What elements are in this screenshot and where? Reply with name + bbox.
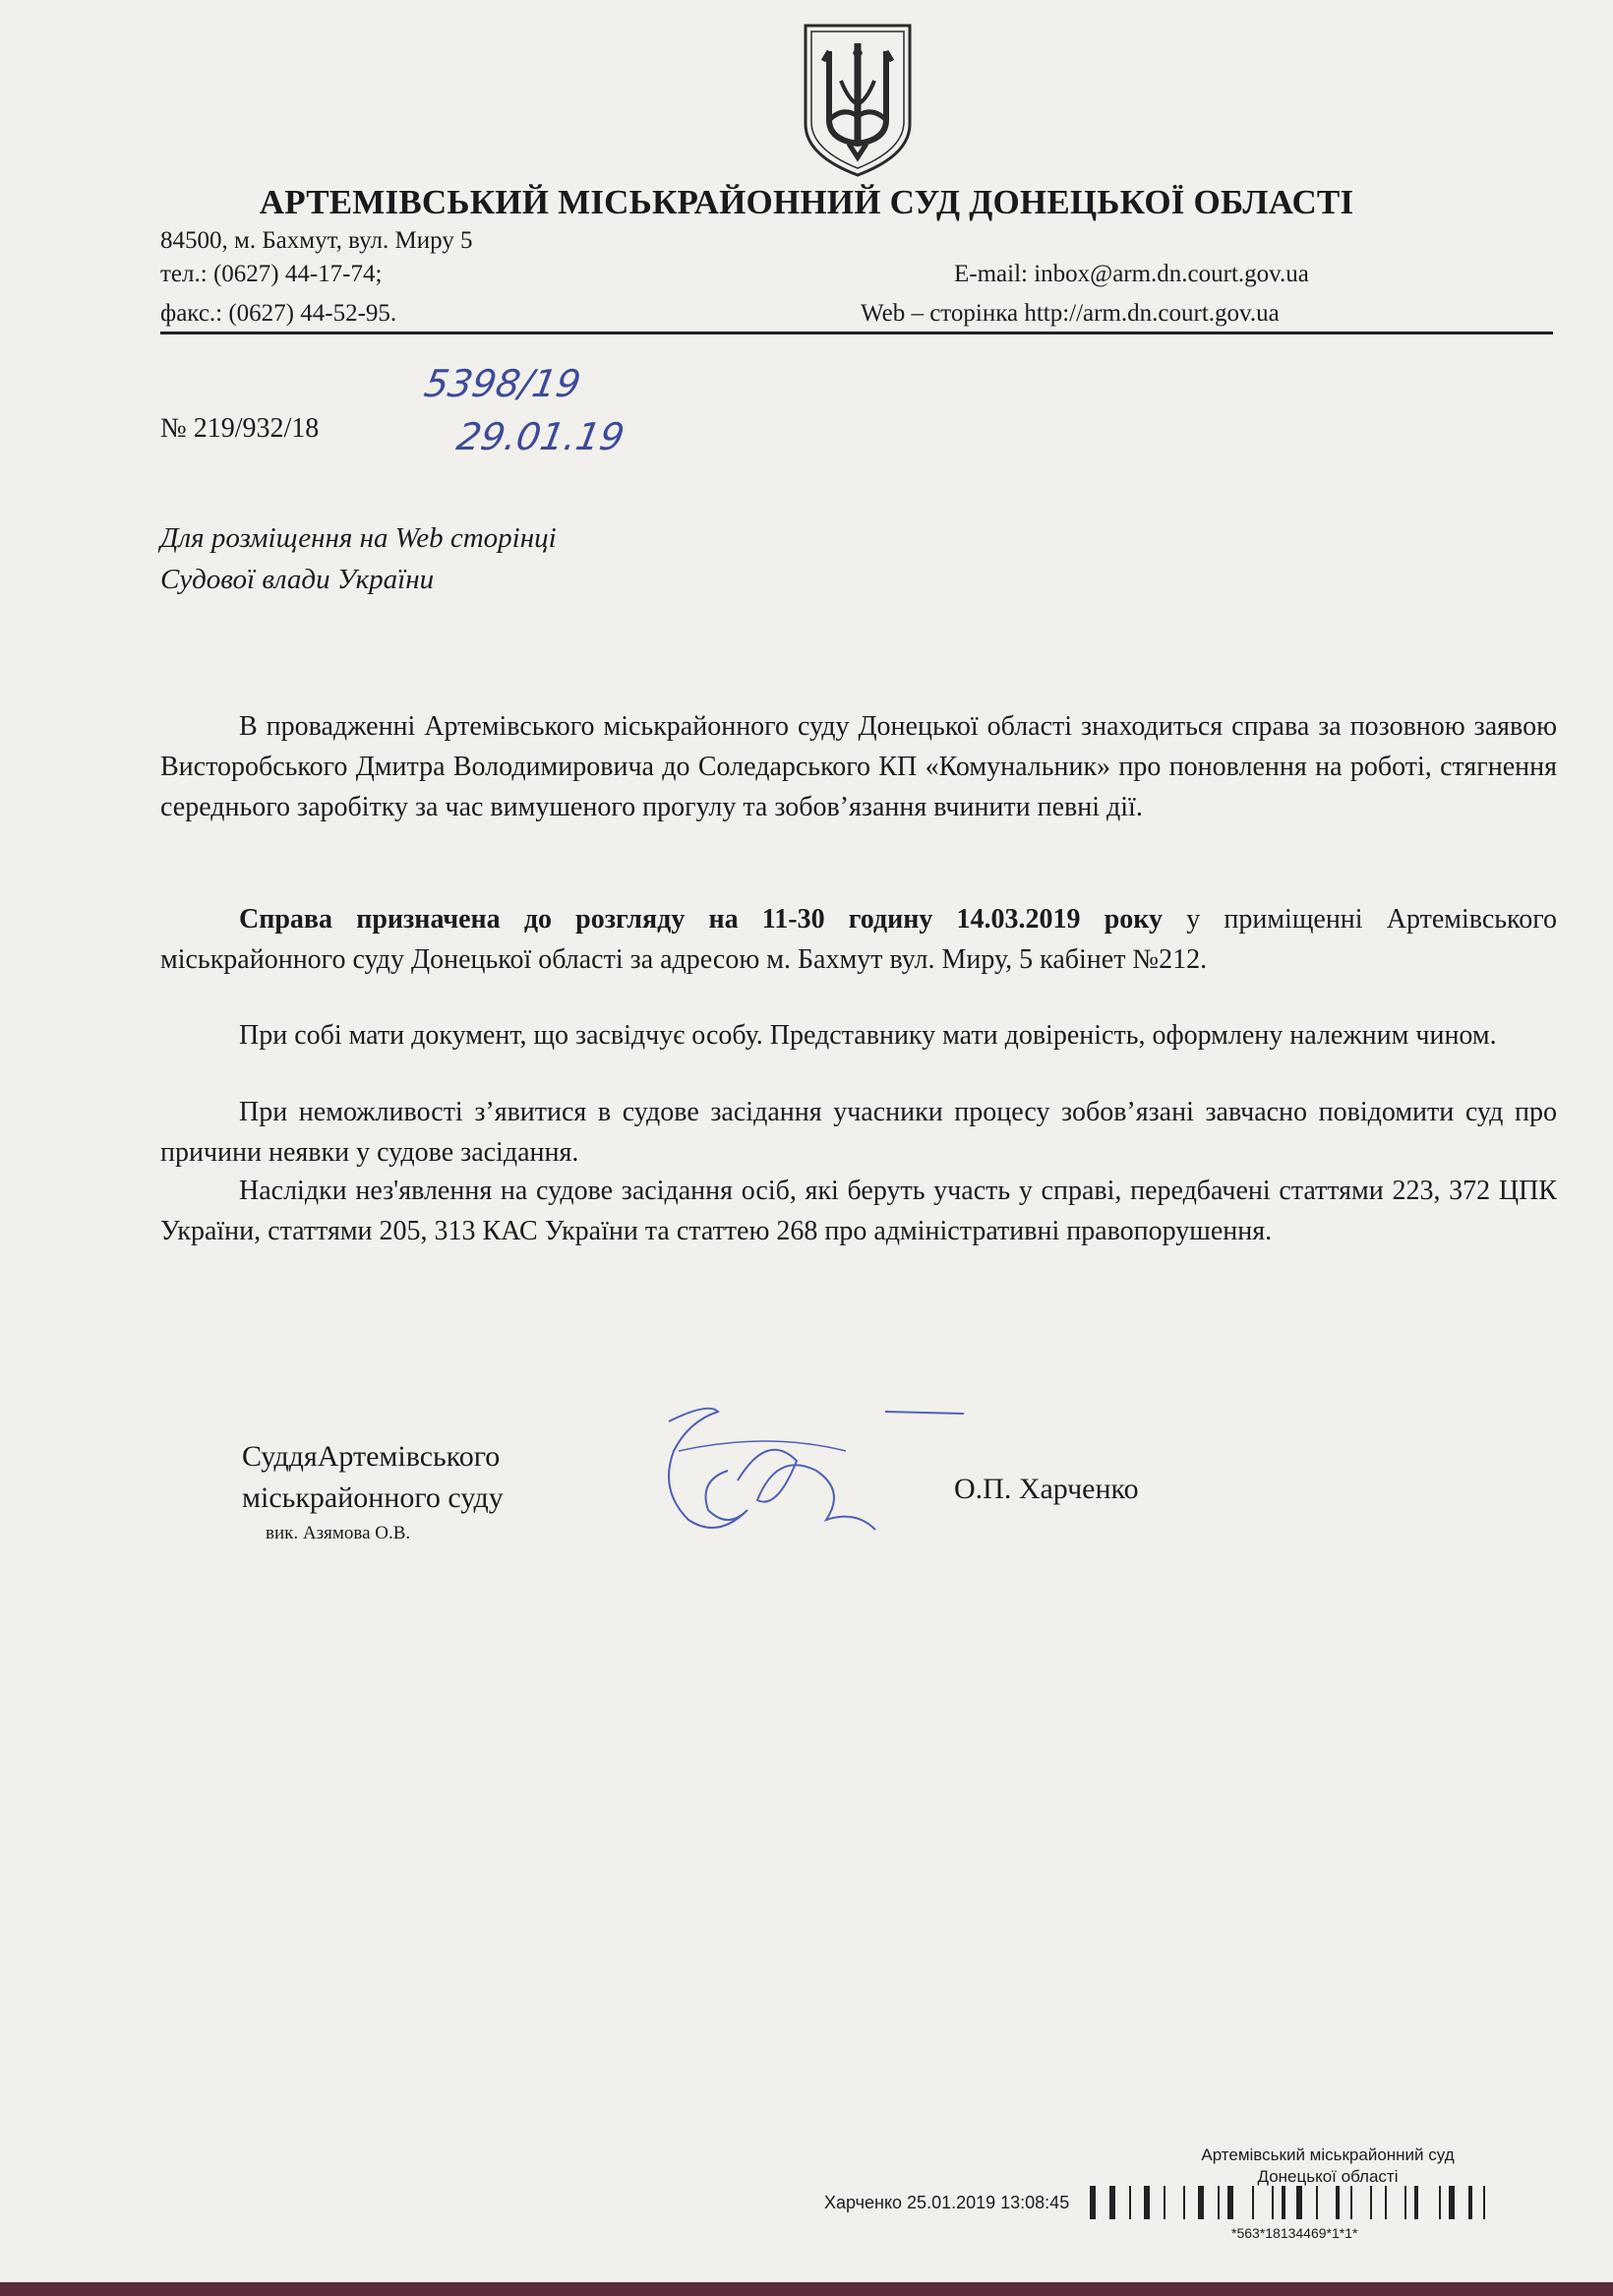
recipient-line: Для розміщення на Web сторінці <box>160 522 557 554</box>
court-name-heading: АРТЕМІВСЬКИЙ МІСЬКРАЙОННИЙ СУД ДОНЕЦЬКОЇ ОБЛАСТІ <box>259 183 1354 221</box>
body-paragraph-documents <box>160 1015 1557 1056</box>
header-divider <box>160 332 1553 334</box>
executor-note: вик. Азямова О.В. <box>266 1523 411 1543</box>
paragraph-text: Наслідки нез'явлення на судове засідання осіб, які беруть участь у справі, передбачені статтями 223, 372 ЦПК України, статтями 205, 313 КАС України та статтею 268 про адміністративні правопорушення. <box>160 1176 1557 1246</box>
paragraph-text: При неможливості з’явитися в судове засідання учасники процесу зобов’язані завчасно повідомити суд про причини неявки у судове засідання. <box>160 1097 1557 1168</box>
body-paragraph-absence <box>160 1092 1557 1173</box>
body-paragraph-hearing <box>160 899 1557 980</box>
hearing-date-bold: Справа призначена до розгляду на 11-30 годину 14.03.2019 року <box>239 904 1164 935</box>
barcode-bar <box>1350 2186 1352 2219</box>
barcode-bar <box>1198 2186 1204 2219</box>
barcode-bar <box>1336 2186 1340 2219</box>
court-fax: факс.: (0627) 44-52-95. <box>160 300 397 327</box>
scan-bottom-edge <box>0 2282 1613 2296</box>
hearing-location: у приміщенні Артемівського міськрайонного суду Донецької області за адресою м. Бахмут вул. Миру, 5 кабінет №212. <box>160 904 1557 975</box>
court-website: Web – сторінка http://arm.dn.court.gov.ua <box>861 300 1280 327</box>
court-phone: тел.: (0627) 44-17-74; <box>160 261 383 287</box>
case-number: № 219/932/18 <box>160 413 320 444</box>
barcode-icon <box>1088 2186 1568 2225</box>
registry-stamp-user-time: Харченко 25.01.2019 13:08:45 <box>824 2193 1070 2212</box>
body-paragraph-case <box>160 706 1557 827</box>
barcode-bar <box>1439 2186 1441 2219</box>
barcode-bar <box>1183 2186 1185 2219</box>
barcode-bar <box>1468 2186 1472 2219</box>
judge-title-line: СуддяАртемівського <box>242 1440 501 1473</box>
paragraph-text: При собі мати документ, що засвідчує особу. Представнику мати довіреність, оформлену належним чином. <box>239 1020 1497 1051</box>
barcode-bar <box>1272 2186 1274 2219</box>
judge-name: О.П. Харченко <box>954 1473 1139 1505</box>
barcode-text: *563*18134469*1*1* <box>1231 2225 1358 2241</box>
handwritten-signature-icon <box>649 1392 984 1549</box>
body-paragraph-consequences <box>160 1171 1557 1251</box>
barcode-bar <box>1164 2186 1165 2219</box>
registry-stamp-region: Донецької області <box>1257 2167 1399 2186</box>
barcode-bar <box>1404 2186 1406 2219</box>
court-email: E-mail: inbox@arm.dn.court.gov.ua <box>954 261 1309 287</box>
barcode-bar <box>1296 2186 1302 2219</box>
trident-coat-of-arms-icon <box>800 22 916 179</box>
barcode-bar <box>1370 2186 1372 2219</box>
barcode-bar <box>1316 2186 1318 2219</box>
barcode-bar <box>1227 2186 1233 2219</box>
court-address: 84500, м. Бахмут, вул. Миру 5 <box>160 227 473 254</box>
handwritten-registration-date: 29.01.19 <box>453 415 628 458</box>
barcode-bar <box>1129 2186 1131 2219</box>
barcode-bar <box>1252 2186 1254 2219</box>
barcode-bar <box>1109 2186 1115 2219</box>
barcode-bar <box>1090 2186 1096 2219</box>
judge-title-line: міськрайонного суду <box>242 1481 504 1514</box>
recipient-line: Судової влади України <box>160 564 435 595</box>
barcode-bar <box>1144 2186 1150 2219</box>
barcode-bar <box>1483 2186 1485 2219</box>
barcode-bar <box>1414 2186 1418 2219</box>
judge-title <box>242 1436 504 1519</box>
barcode-bar <box>1282 2186 1285 2219</box>
handwritten-registration-number: 5398/19 <box>421 362 584 405</box>
recipient-block <box>160 517 557 600</box>
paragraph-text <box>160 899 1557 980</box>
paragraph-text: В провадженні Артемівського міськрайонного суду Донецької області знаходиться справа за позовною заявою Висторобського Дмитра Володимировича до Соледарського КП «Комунальник» про поновлення на роботі, стягнення середнього заробітку за час вимушеного прогулу та зобов’язання вчинити певні дії. <box>160 711 1557 822</box>
barcode-bar <box>1449 2186 1455 2219</box>
registry-stamp-org: Артемівський міськрайонний суд <box>1201 2145 1455 2164</box>
barcode-bar <box>1385 2186 1387 2219</box>
barcode-bar <box>1218 2186 1220 2219</box>
